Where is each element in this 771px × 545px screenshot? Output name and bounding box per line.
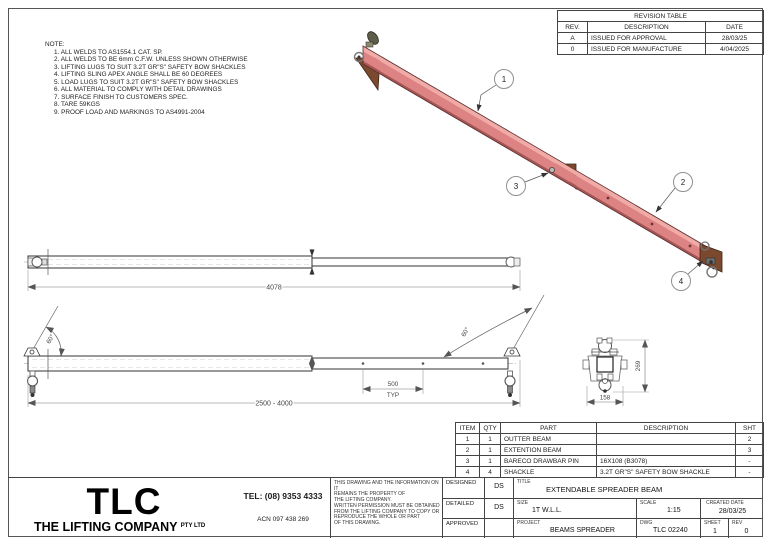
designed-value: DS	[484, 478, 513, 498]
title-cell	[513, 478, 763, 498]
company-acn: ACN 097 438 269	[257, 516, 309, 523]
item-header-item: ITEM	[456, 423, 480, 434]
item-sht: 2	[736, 434, 764, 445]
item-header-part: PART	[501, 423, 597, 434]
item-part: OUTTER BEAM	[501, 434, 597, 445]
created-date-value: 28/03/25	[718, 508, 747, 515]
balloon-3	[507, 173, 549, 196]
beam-hole	[651, 223, 654, 226]
item-sht: -	[736, 467, 764, 478]
dim-overall-length: 4078	[266, 284, 282, 292]
company-logo: TLC	[86, 481, 162, 522]
table-row	[558, 44, 764, 55]
size-label: SIZE	[517, 500, 529, 506]
item-header-description: DESCRIPTION	[597, 423, 736, 434]
balloon-1	[478, 70, 514, 112]
detailed-label: DETAILED	[442, 498, 484, 518]
rev-value: 0	[744, 528, 749, 535]
balloon-4	[672, 261, 704, 291]
company-suffix: PTY LTD	[180, 523, 206, 529]
item-part: EXTENTION BEAM	[501, 445, 597, 456]
scale-label: SCALE	[640, 500, 657, 506]
title-label: TITLE	[517, 479, 531, 485]
revision-date: 4/04/2025	[706, 44, 764, 55]
item-no: 4	[456, 467, 480, 478]
shackle-pin	[358, 56, 361, 59]
sling-line-right	[512, 295, 544, 351]
table-row	[456, 467, 764, 478]
sling-line-left	[32, 306, 58, 351]
company-name-text: THE LIFTING COMPANY	[34, 520, 178, 534]
created-date-cell	[700, 498, 763, 518]
item-header-sht: SHT	[736, 423, 764, 434]
drawbar-pin	[549, 167, 554, 172]
beam-hole	[362, 362, 365, 365]
project-value: BEAMS SPREADER	[550, 527, 615, 534]
revision-date: 28/03/25	[706, 33, 764, 44]
item-description: 3.2T GR"S" SAFETY BOW SHACKLE	[597, 467, 736, 478]
dim-sling-angle-left: 60°	[45, 333, 57, 346]
item-qty: 1	[480, 434, 501, 445]
extension-beam-plan	[312, 258, 508, 266]
bottom-shackle-left	[28, 371, 38, 397]
scale-cell	[636, 498, 700, 518]
item-header-qty: QTY	[480, 423, 501, 434]
disclaimer-text: THIS DRAWING AND THE INFORMATION ON IT REMAINS THE PROPERTY OF THE LIFTING COMPANY. WRITTEN PERMISSION MUST BE OBTAINED FROM THE LIFTING COMPANY TO COPY OR REPRODUCE THE WHOLE OR PART OF THIS DRAWING.	[334, 480, 440, 526]
item-qty: 4	[480, 467, 501, 478]
scale-value: 1:15	[667, 507, 681, 514]
dim-hole-pitch-note: TYP	[386, 392, 400, 399]
shackle-pin	[366, 42, 373, 47]
project-cell	[513, 518, 636, 538]
dwg-cell	[636, 518, 700, 538]
title-block	[8, 477, 763, 537]
revision-table	[557, 10, 764, 55]
end-view	[583, 338, 649, 406]
note-item: 4. LIFTING SLING APEX ANGLE SHALL BE 60 DEGREES	[54, 71, 223, 78]
revision-header-date: DATE	[706, 22, 764, 33]
item-table	[455, 422, 764, 478]
dim-end-height: 269	[635, 360, 642, 372]
notes-block	[45, 41, 248, 116]
revision-header-rev: REV.	[558, 22, 588, 33]
dim-adjustable-length: 2500 - 4000	[255, 400, 293, 408]
note-item: 5. LOAD LUGS TO SUIT 3.2T GR"S" SAFETY BOW SHACKLES	[54, 78, 239, 86]
table-row	[456, 456, 764, 467]
beam-hole	[689, 245, 692, 248]
note-item: 9. PROOF LOAD AND MARKINGS TO AS4991-2004	[54, 108, 205, 116]
approved-value	[484, 518, 513, 538]
svg-text:2: 2	[680, 178, 686, 187]
balloon-2	[656, 173, 693, 213]
item-sht: -	[736, 456, 764, 467]
note-item: 2. ALL WELDS TO BE 6mm C.F.W. UNLESS SHOWN OTHERWISE	[54, 56, 248, 63]
disclaimer-cell	[330, 478, 442, 538]
plan-view	[24, 249, 520, 292]
item-description	[597, 445, 736, 456]
dwg-number: TLC 02240	[653, 527, 688, 534]
revision-header-description: DESCRIPTION	[588, 22, 706, 33]
table-row	[456, 445, 764, 456]
approved-label: APPROVED	[442, 518, 484, 538]
beam-section	[597, 357, 613, 372]
item-sht: 3	[736, 445, 764, 456]
table-row	[558, 33, 764, 44]
dim-hole-pitch: 500	[387, 381, 399, 388]
end-fitting	[32, 257, 42, 267]
notes-heading: NOTE:	[45, 41, 65, 48]
note-item: 7. SURFACE FINISH TO CUSTOMERS SPEC.	[54, 93, 188, 101]
designed-label: DESIGNED	[442, 478, 484, 498]
sheet-value: 1	[713, 528, 717, 535]
item-no: 3	[456, 456, 480, 467]
revision-table-title: REVISION TABLE	[558, 11, 764, 22]
company-phone: TEL: (08) 9353 4333	[243, 491, 323, 501]
note-item: 6. ALL MATERIAL TO COMPLY WITH DETAIL DRAWINGS	[54, 86, 222, 93]
item-description	[597, 434, 736, 445]
shackle-pin	[709, 260, 713, 264]
detailed-value: DS	[484, 498, 513, 518]
beam-front-face	[363, 51, 714, 266]
dwg-label: DWG	[640, 520, 653, 526]
company-cell	[8, 478, 330, 538]
svg-text:4: 4	[678, 277, 684, 286]
table-row	[456, 434, 764, 445]
sheet-cell	[700, 518, 728, 538]
svg-text:3: 3	[513, 182, 519, 191]
item-description: 16X108 (B3078)	[597, 456, 736, 467]
extension-beam-front	[312, 358, 508, 369]
note-item: 8. TARE 59KGS	[54, 101, 100, 108]
svg-text:1: 1	[501, 75, 507, 84]
revision-rev: 0	[558, 44, 588, 55]
note-item: 3. LIFTING LUGS TO SUIT 3.2T GR"S" SAFETY BOW SHACKLES	[54, 63, 246, 71]
item-qty: 1	[480, 445, 501, 456]
beam-hole	[482, 362, 485, 365]
bottom-shackle-right	[505, 371, 515, 397]
beam-hole	[422, 362, 425, 365]
item-part: SHACKLE	[501, 467, 597, 478]
size-value: 1T W.L.L.	[532, 507, 562, 514]
revision-description: ISSUED FOR APPROVAL	[588, 33, 706, 44]
dim-sling-angle-right: 60°	[460, 326, 472, 339]
note-item: 1. ALL WELDS TO AS1554.1 CAT. SP.	[54, 48, 163, 56]
beam-top-face	[363, 46, 714, 256]
beam-hole	[607, 197, 610, 200]
item-no: 1	[456, 434, 480, 445]
end-fitting	[42, 259, 47, 265]
sheet-label: SHEET	[704, 520, 721, 526]
project-label: PROJECT	[517, 520, 541, 526]
created-date-label: CREATED DATE	[706, 500, 744, 506]
revision-rev: A	[558, 33, 588, 44]
shackle-icon	[707, 267, 717, 277]
item-part: BARECO DRAWBAR PIN	[501, 456, 597, 467]
size-cell	[513, 498, 636, 518]
item-no: 2	[456, 445, 480, 456]
rev-cell	[728, 518, 763, 538]
isometric-view	[355, 30, 723, 291]
drawing-title: EXTENDABLE SPREADER BEAM	[546, 485, 663, 494]
rev-label: REV	[732, 520, 743, 526]
revision-description: ISSUED FOR MANUFACTURE	[588, 44, 706, 55]
dim-end-width: 158	[599, 394, 611, 402]
angle-arc-right	[444, 308, 532, 357]
outer-beam-front	[28, 356, 312, 371]
front-view	[24, 295, 544, 408]
end-fitting	[514, 258, 520, 266]
outer-beam-plan	[28, 256, 312, 268]
company-name	[34, 520, 205, 534]
item-qty: 1	[480, 456, 501, 467]
